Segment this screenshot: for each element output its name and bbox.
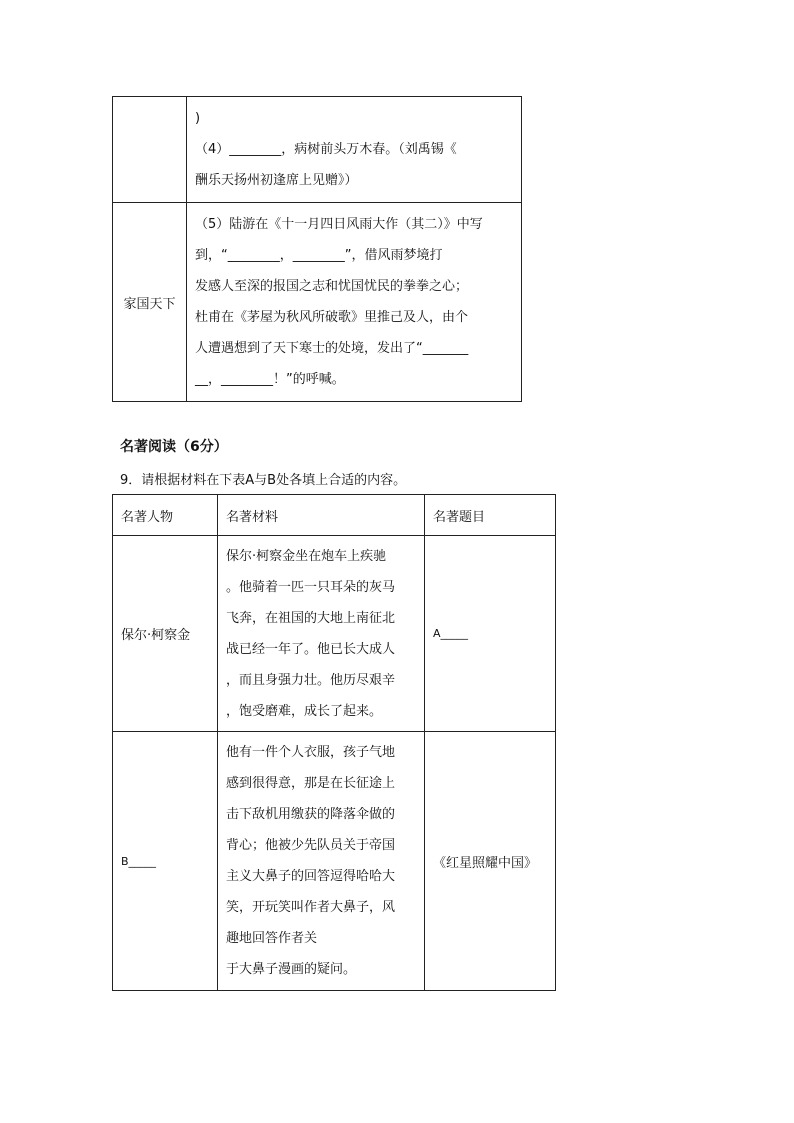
material-cell bbox=[218, 732, 425, 991]
text-line: ) bbox=[195, 111, 201, 126]
text-line: （4）________，病树前头万木春。（刘禹锡《 bbox=[195, 142, 457, 157]
text-line: （5）陆游在《十一月四日风雨大作（其二）》中写 bbox=[195, 217, 483, 232]
content-cell bbox=[187, 203, 522, 402]
text-line: 他有一件个人衣服，孩子气地 bbox=[226, 745, 396, 760]
text-line: 飞奔，在祖国的大地上南征北 bbox=[226, 610, 396, 626]
text-line: 感到很得意，那是在长征途上 bbox=[226, 776, 396, 791]
table-row bbox=[113, 97, 522, 203]
text-line: 到，“________，________”，借风雨梦境打 bbox=[195, 248, 443, 263]
question-text: 9．请根据材料在下表A与B处各填上合适的内容。 bbox=[120, 473, 407, 488]
text-line: __，________！”的呼喊。 bbox=[195, 372, 345, 387]
text-line: 主义大鼻子的回答逗得哈哈大 bbox=[226, 869, 396, 884]
category-cell: 家国天下 bbox=[113, 203, 187, 402]
content-cell bbox=[187, 97, 522, 203]
text-line: 击下敌机用缴获的降落伞做的 bbox=[226, 807, 396, 822]
table-row bbox=[113, 536, 556, 732]
poetry-fill-table bbox=[112, 96, 522, 402]
text-line: 笑，开玩笑叫作者大鼻子，风 bbox=[226, 900, 396, 915]
text-line: 保尔·柯察金坐在炮车上疾驰 bbox=[226, 548, 387, 564]
section-title: 名著阅读（6分） bbox=[120, 439, 228, 455]
text-line: 人遭遇想到了天下寒士的处境，发出了“_______ bbox=[195, 341, 469, 356]
header-cell: 名著题目 bbox=[425, 495, 556, 536]
text-line: 于大鼻子漫画的疑问。 bbox=[226, 962, 357, 977]
text-line: 发感人至深的报国之志和忧国忧民的拳拳之心； bbox=[195, 279, 469, 294]
material-cell bbox=[218, 536, 425, 732]
table-row bbox=[113, 732, 556, 991]
person-cell: 保尔·柯察金 bbox=[113, 536, 218, 732]
text-line: 趣地回答作者关 bbox=[226, 931, 318, 946]
text-line: 酬乐天扬州初逢席上见赠》） bbox=[195, 173, 358, 188]
table-header-row bbox=[113, 495, 556, 536]
book-title-cell: 《红星照耀中国》 bbox=[425, 732, 556, 991]
answer-blank-a[interactable]: A_____ bbox=[425, 536, 556, 732]
table-row bbox=[113, 203, 522, 402]
text-line: 战已经一年了。他已长大成人 bbox=[226, 641, 396, 657]
text-line: 杜甫在《茅屋为秋风所破歌》里推己及人，由个 bbox=[195, 310, 469, 325]
category-cell bbox=[113, 97, 187, 203]
classics-table bbox=[112, 494, 556, 991]
header-cell: 名著人物 bbox=[113, 495, 218, 536]
text-line: 背心；他被少先队员关于帝国 bbox=[226, 838, 396, 853]
answer-blank-b[interactable]: B_____ bbox=[113, 732, 218, 991]
header-cell: 名著材料 bbox=[218, 495, 425, 536]
text-line: ，而且身强力壮。他历尽艰辛 bbox=[226, 672, 396, 688]
text-line: 。他骑着一匹一只耳朵的灰马 bbox=[226, 579, 396, 595]
text-line: ，饱受磨难，成长了起来。 bbox=[226, 703, 383, 719]
